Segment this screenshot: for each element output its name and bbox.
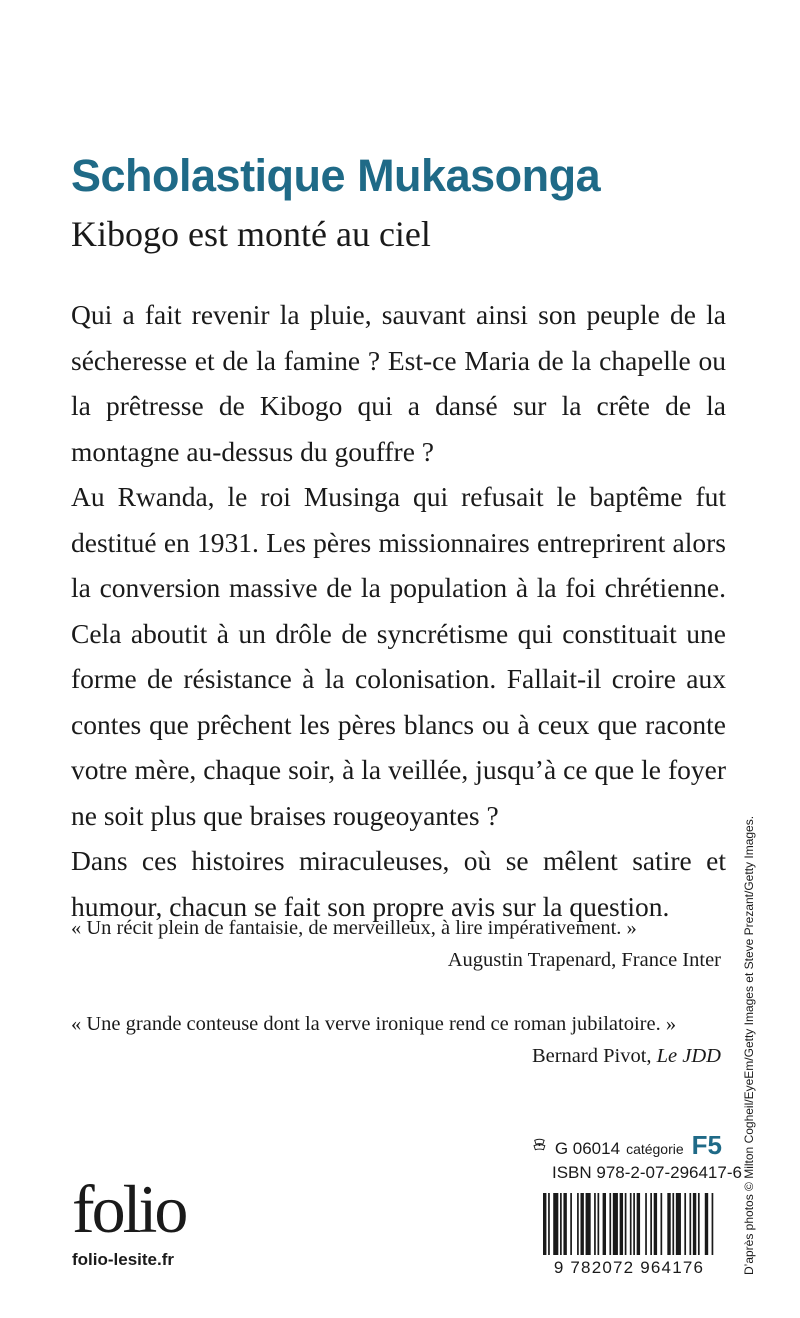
barcode-bar	[676, 1193, 681, 1255]
barcode-bar	[672, 1193, 674, 1255]
publisher-logo: folio	[72, 1171, 186, 1247]
barcode-bar	[633, 1193, 635, 1255]
blurb	[71, 292, 726, 929]
isbn: ISBN 978-2-07-296417-6	[552, 1163, 742, 1182]
barcode-bar	[594, 1193, 596, 1255]
barcode-bar	[586, 1193, 591, 1255]
quote-source-publication: Le JDD	[656, 1045, 721, 1067]
quote-text: « Un récit plein de fantaisie, de merveilleux, à lire impérativement. »	[71, 917, 637, 939]
folio-mark-icon	[532, 1134, 547, 1156]
barcode-bar	[645, 1193, 647, 1255]
barcode	[533, 1193, 725, 1275]
photo-credits: D’après photos © Milton Cogheil/EyeEm/Getty Images et Steve Prezant/Getty Images.	[742, 815, 756, 1275]
barcode-bar	[613, 1193, 618, 1255]
book-title: Kibogo est monté au ciel	[71, 214, 431, 254]
barcode-bar	[654, 1193, 657, 1255]
press-quote	[71, 912, 721, 976]
barcode-bar	[609, 1193, 611, 1255]
barcode-bar	[548, 1193, 550, 1255]
barcode-bar	[603, 1193, 606, 1255]
barcode-bar	[689, 1193, 691, 1255]
barcode-bar	[560, 1193, 562, 1255]
barcode-bar	[625, 1193, 627, 1255]
barcode-bar	[637, 1193, 640, 1255]
blurb-paragraph: Qui a fait revenir la pluie, sauvant ainsi son peuple de la sécheresse et de la famine ? Est-ce Maria de la chapelle ou la prêtresse de Kibogo qui a dansé sur la crête de la montagne au-dessus du gouffre ?	[71, 299, 726, 467]
author-name: Scholastique Mukasonga	[71, 150, 601, 201]
barcode-bar	[580, 1193, 583, 1255]
category-value: F5	[691, 1130, 722, 1160]
barcode-bar	[563, 1193, 566, 1255]
publisher-website[interactable]: folio-lesite.fr	[72, 1250, 175, 1269]
blurb-paragraph: Dans ces histoires miraculeuses, où se mêlent satire et humour, chacun se fait son propre avis sur la question.	[71, 845, 726, 922]
barcode-bar	[553, 1193, 558, 1255]
barcode-bar	[620, 1193, 623, 1255]
quote-source	[71, 1040, 721, 1072]
barcode-bar	[684, 1193, 686, 1255]
barcode-bar	[712, 1193, 714, 1255]
quote-text: « Une grande conteuse dont la verve ironique rend ce roman jubilatoire. »	[71, 1013, 677, 1035]
barcode-bar	[543, 1193, 546, 1255]
catalog-code: G 06014	[554, 1139, 621, 1158]
barcode-bar	[598, 1193, 600, 1255]
catalog-line	[532, 1130, 722, 1160]
barcode-bar	[577, 1193, 579, 1255]
barcode-bar	[693, 1193, 696, 1255]
blurb-paragraph: Au Rwanda, le roi Musinga qui refusait le baptême fut destitué en 1931. Les pères missionnaires entreprirent alors la conversion massive de la population à la foi chrétienne. Cela aboutit à un drôle de syncrétisme qui constituait une forme de résistance à la colonisation. Fallait-il croire aux contes que prêchent les pères blancs ou à ceux que raconte votre mère, chaque soir, à la veillée, jusqu’à ce que le foyer ne soit plus que braises rougeoyantes ?	[71, 481, 726, 831]
category-label: catégorie	[626, 1141, 684, 1157]
barcode-bar	[661, 1193, 663, 1255]
barcode-bar	[698, 1193, 700, 1255]
quote-source-name: Bernard Pivot,	[531, 1045, 657, 1067]
barcode-digits: 9 782072 964176	[553, 1258, 705, 1275]
quote-source: Augustin Trapenard, France Inter	[447, 949, 721, 971]
barcode-bar	[667, 1193, 670, 1255]
barcode-bar	[570, 1193, 572, 1255]
press-quote	[71, 1008, 721, 1072]
barcode-bar	[705, 1193, 708, 1255]
barcode-bar	[650, 1193, 652, 1255]
barcode-bar	[630, 1193, 632, 1255]
